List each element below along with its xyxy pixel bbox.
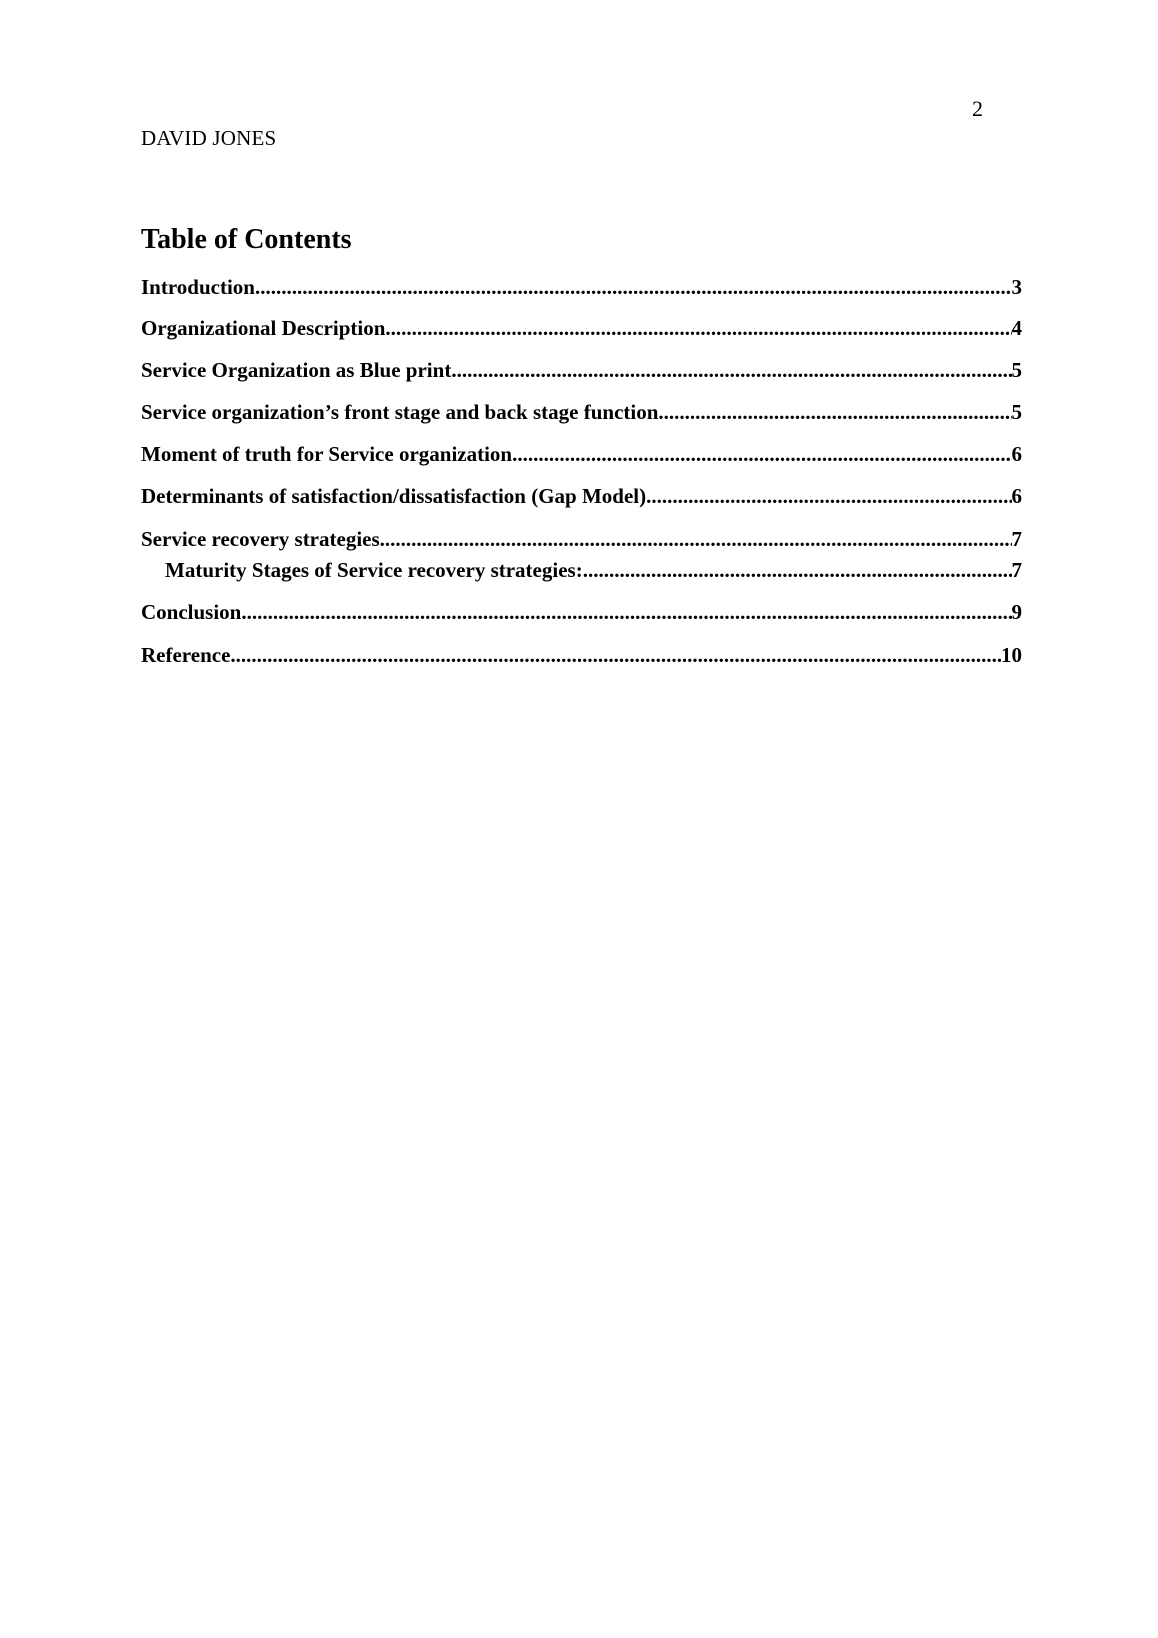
toc-entry-label: Organizational Description	[141, 316, 386, 340]
toc-entry-page: 5	[1011, 358, 1022, 382]
toc-entry-service-recovery-strategies[interactable]	[141, 524, 1022, 554]
toc-entry-conclusion[interactable]	[141, 597, 1022, 627]
running-head: DAVID JONES	[141, 126, 277, 150]
toc-entry-moment-of-truth[interactable]	[141, 439, 1022, 469]
toc-entry-label: Introduction	[141, 275, 255, 299]
toc-entry-page: 7	[1011, 527, 1022, 551]
toc-entry-page: 4	[1011, 316, 1022, 340]
toc-entry-label: Service recovery strategies	[141, 527, 380, 551]
toc-dot-leader	[241, 597, 1011, 627]
toc-dot-leader	[512, 439, 1011, 469]
toc-entry-introduction[interactable]	[141, 272, 1022, 302]
toc-entry-label: Service organization’s front stage and back stage function	[141, 400, 659, 424]
toc-entry-page: 5	[1011, 400, 1022, 424]
toc-dot-leader	[380, 524, 1012, 554]
toc-dot-leader	[385, 313, 1011, 343]
toc-entry-page: 9	[1011, 600, 1022, 624]
toc-dot-leader	[646, 481, 1011, 511]
toc-entry-label: Maturity Stages of Service recovery strategies:	[165, 558, 583, 582]
toc-entry-page: 10	[1001, 643, 1022, 667]
toc-entry-front-back-stage[interactable]	[141, 397, 1022, 427]
toc-entry-page: 6	[1011, 484, 1022, 508]
toc-entry-page: 3	[1011, 275, 1022, 299]
toc-entry-label: Conclusion	[141, 600, 242, 624]
page-number: 2	[972, 96, 983, 121]
toc-entry-label: Determinants of satisfaction/dissatisfaction (Gap Model)	[141, 484, 647, 508]
toc-entry-organizational-description[interactable]	[141, 313, 1022, 343]
toc-title: Table of Contents	[141, 224, 352, 255]
toc-dot-leader	[658, 397, 1011, 427]
toc-dot-leader	[583, 555, 1012, 585]
toc-entry-label: Moment of truth for Service organization	[141, 442, 513, 466]
toc-entry-page: 7	[1011, 558, 1022, 582]
toc-entry-service-organization-blue-print[interactable]	[141, 355, 1022, 385]
toc-entry-maturity-stages[interactable]	[165, 555, 1022, 585]
toc-dot-leader	[255, 272, 1012, 302]
toc-entry-reference[interactable]	[141, 640, 1022, 670]
toc-entry-label: Reference	[141, 643, 231, 667]
toc-entry-page: 6	[1011, 442, 1022, 466]
toc-entry-label: Service Organization as Blue print	[141, 358, 452, 382]
toc-entry-gap-model[interactable]	[141, 481, 1022, 511]
toc-dot-leader	[451, 355, 1011, 385]
toc-dot-leader	[230, 640, 1001, 670]
